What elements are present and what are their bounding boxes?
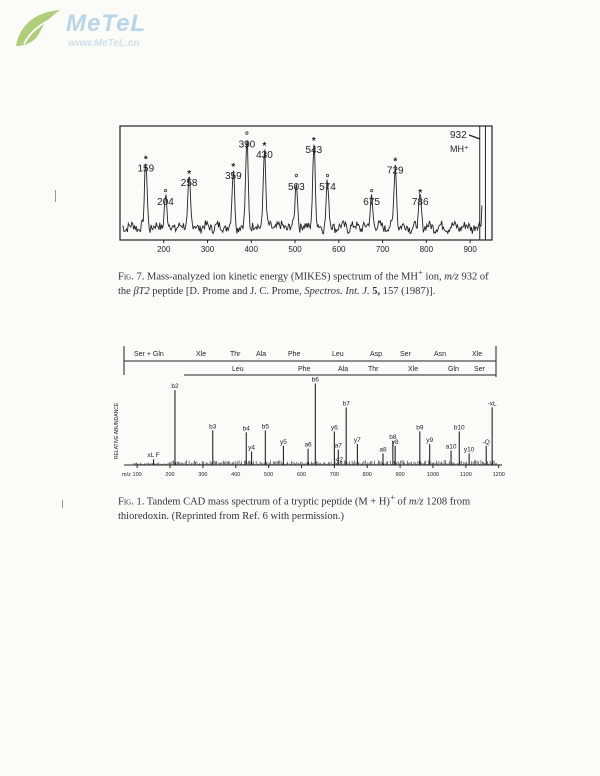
x-tick-label: 200 bbox=[157, 245, 171, 254]
peak-label: 503 bbox=[288, 182, 305, 194]
peak-label: b6 bbox=[311, 376, 319, 384]
x-tick-label: 1000 bbox=[426, 472, 440, 478]
peak-label: b8 bbox=[389, 434, 397, 441]
x-tick-label: 900 bbox=[463, 245, 477, 254]
x-tick-label: 800 bbox=[419, 245, 434, 254]
peak-label: 786 bbox=[411, 196, 429, 208]
logo-name: MeTeL bbox=[66, 10, 147, 37]
figure-7-caption bbox=[118, 265, 508, 299]
parent-ion-label: 932 bbox=[450, 130, 467, 141]
peak-label: a6 bbox=[304, 441, 312, 449]
caption-text: Mass-analyzed ion kinetic energy (MIKES) spectrum of the MH bbox=[146, 271, 418, 283]
top-residue: Ala bbox=[256, 351, 267, 358]
peak-marker: ° bbox=[163, 187, 168, 199]
x-tick-label: 400 bbox=[231, 472, 241, 478]
peak-label: b5 bbox=[261, 423, 269, 431]
caption-volume: 5, bbox=[369, 285, 381, 297]
peak-marker: ° bbox=[369, 187, 374, 199]
peak-label: y4 bbox=[248, 444, 255, 452]
peak-marker: ° bbox=[325, 173, 330, 185]
caption-mz: m/z bbox=[408, 496, 424, 508]
x-tick-label: 700 bbox=[375, 245, 390, 254]
bottom-residue: Leu bbox=[232, 366, 244, 373]
caption-journal: Spectros. Int. J. bbox=[304, 285, 370, 297]
annotation-label: -42 bbox=[333, 456, 344, 464]
peak-label: 574 bbox=[319, 182, 336, 194]
x-tick-label: 900 bbox=[395, 472, 405, 478]
mikes-spectrum bbox=[100, 122, 500, 262]
caption-text: ion, bbox=[422, 271, 445, 283]
x-tick-label: 200 bbox=[165, 472, 175, 478]
plot-frame bbox=[120, 126, 492, 240]
y-axis-label: RELATIVE ABUNDANCE bbox=[114, 402, 120, 460]
x-tick-label: 1200 bbox=[492, 472, 505, 478]
x-tick-label: 500 bbox=[288, 245, 302, 254]
parent-ion-arrow bbox=[469, 135, 480, 139]
peak-label: 258 bbox=[180, 178, 198, 190]
bottom-residue: Xle bbox=[408, 366, 419, 373]
top-residue: Leu bbox=[332, 351, 344, 358]
caption-label: Fig. 1. bbox=[118, 496, 145, 508]
peak-label: b2 bbox=[171, 383, 179, 391]
x-tick-label: 400 bbox=[244, 245, 258, 254]
x-tick-label: 100 bbox=[132, 472, 142, 478]
peak-label: xL F bbox=[147, 452, 160, 460]
peak-label: b7 bbox=[342, 400, 350, 408]
caption-text: 1208 from bbox=[423, 496, 471, 508]
peak-label: y5 bbox=[279, 438, 287, 446]
caption-sup: + bbox=[389, 492, 395, 502]
logo-url: www.MeTeL.cn bbox=[68, 38, 140, 49]
peak-marker: ° bbox=[244, 130, 249, 142]
peak-label: 430 bbox=[256, 150, 273, 161]
peak-label: 204 bbox=[157, 196, 174, 208]
cad-spectrum bbox=[112, 343, 507, 485]
peak-label: b4 bbox=[242, 425, 250, 433]
caption-label: Fig. 7. bbox=[118, 271, 145, 283]
peak-marker: * bbox=[187, 169, 192, 181]
caption-peptide: βT2 bbox=[133, 285, 150, 297]
x-tick-label: 800 bbox=[362, 472, 372, 478]
peak-label: 359 bbox=[225, 170, 242, 182]
peak-label: y10 bbox=[463, 446, 475, 454]
peak-marker: * bbox=[311, 135, 316, 147]
peak-marker: ° bbox=[294, 173, 299, 185]
parent-ion-name: MH⁺ bbox=[450, 144, 469, 154]
peak-label: y9 bbox=[426, 436, 434, 444]
peak-label: a8 bbox=[379, 446, 387, 454]
peak-label: b3 bbox=[209, 423, 217, 431]
peak-label: b9 bbox=[416, 424, 424, 432]
bottom-residue: Gln bbox=[448, 366, 459, 373]
x-tick-label: 300 bbox=[200, 245, 215, 254]
peak-label: -xL bbox=[487, 400, 497, 408]
peak-label: 390 bbox=[238, 139, 256, 151]
x-tick-label: 1100 bbox=[459, 472, 472, 478]
top-residue: Xle bbox=[472, 351, 483, 358]
top-residue: Ser bbox=[400, 351, 411, 358]
bottom-residue: Thr bbox=[368, 366, 379, 373]
peak-marker: * bbox=[262, 141, 267, 152]
peak-marker: * bbox=[143, 154, 148, 166]
peak-marker: * bbox=[231, 161, 236, 173]
scan-mark bbox=[62, 500, 63, 508]
x-tick-label: 500 bbox=[264, 472, 274, 478]
x-tick-label: 600 bbox=[332, 245, 346, 254]
caption-text: 932 of bbox=[458, 271, 489, 283]
peak-marker: * bbox=[393, 156, 398, 168]
scan-mark bbox=[55, 190, 56, 202]
figure-1 bbox=[112, 343, 507, 490]
bottom-residue: Phe bbox=[298, 366, 311, 373]
caption-mz: m/z bbox=[444, 271, 459, 283]
figure-7 bbox=[100, 122, 500, 267]
x-tick-label: 600 bbox=[296, 472, 307, 478]
peak-label: a7 bbox=[334, 442, 342, 450]
peak-label: 675 bbox=[363, 196, 380, 208]
x-tick-label: 700 bbox=[329, 472, 339, 478]
top-residue: Asn bbox=[434, 351, 447, 358]
peak-label: -Q bbox=[482, 438, 490, 446]
caption-text: 157 (1987)]. bbox=[380, 285, 436, 297]
peak-label: 159 bbox=[137, 163, 155, 175]
x-axis-label: m/z bbox=[122, 472, 131, 478]
top-residue: Thr bbox=[230, 351, 241, 358]
leaf-logo-icon bbox=[14, 8, 64, 48]
bottom-residue: Ser bbox=[474, 366, 485, 373]
figure-1-caption bbox=[118, 490, 508, 524]
metel-logo bbox=[14, 8, 164, 48]
peak-label: y6 bbox=[330, 424, 338, 432]
bottom-residue: Ala bbox=[338, 366, 349, 373]
top-residue: Xle bbox=[196, 351, 207, 358]
peak-label: 729 bbox=[386, 165, 404, 177]
peak-label: y7 bbox=[353, 436, 361, 444]
peak-label: y8 bbox=[391, 438, 399, 446]
caption-text: the bbox=[118, 285, 134, 297]
caption-text: thioredoxin. (Reprinted from Ref. 6 with permission.) bbox=[118, 510, 345, 522]
peak-marker: * bbox=[418, 187, 423, 199]
x-tick-label: 300 bbox=[198, 472, 208, 478]
caption-sup: + bbox=[417, 267, 423, 277]
peak-label: a10 bbox=[445, 443, 457, 451]
top-residue: Asp bbox=[370, 351, 383, 358]
caption-text: peptide [D. Prome and J. C. Prome, bbox=[149, 285, 305, 297]
peak-label: 543 bbox=[305, 144, 323, 156]
top-residue: Ser + Gln bbox=[134, 351, 164, 358]
top-residue: Phe bbox=[288, 351, 301, 358]
caption-text: of bbox=[394, 496, 409, 508]
peak-label: b10 bbox=[453, 424, 465, 432]
caption-text: Tandem CAD mass spectrum of a tryptic peptide (M + H) bbox=[146, 496, 390, 508]
